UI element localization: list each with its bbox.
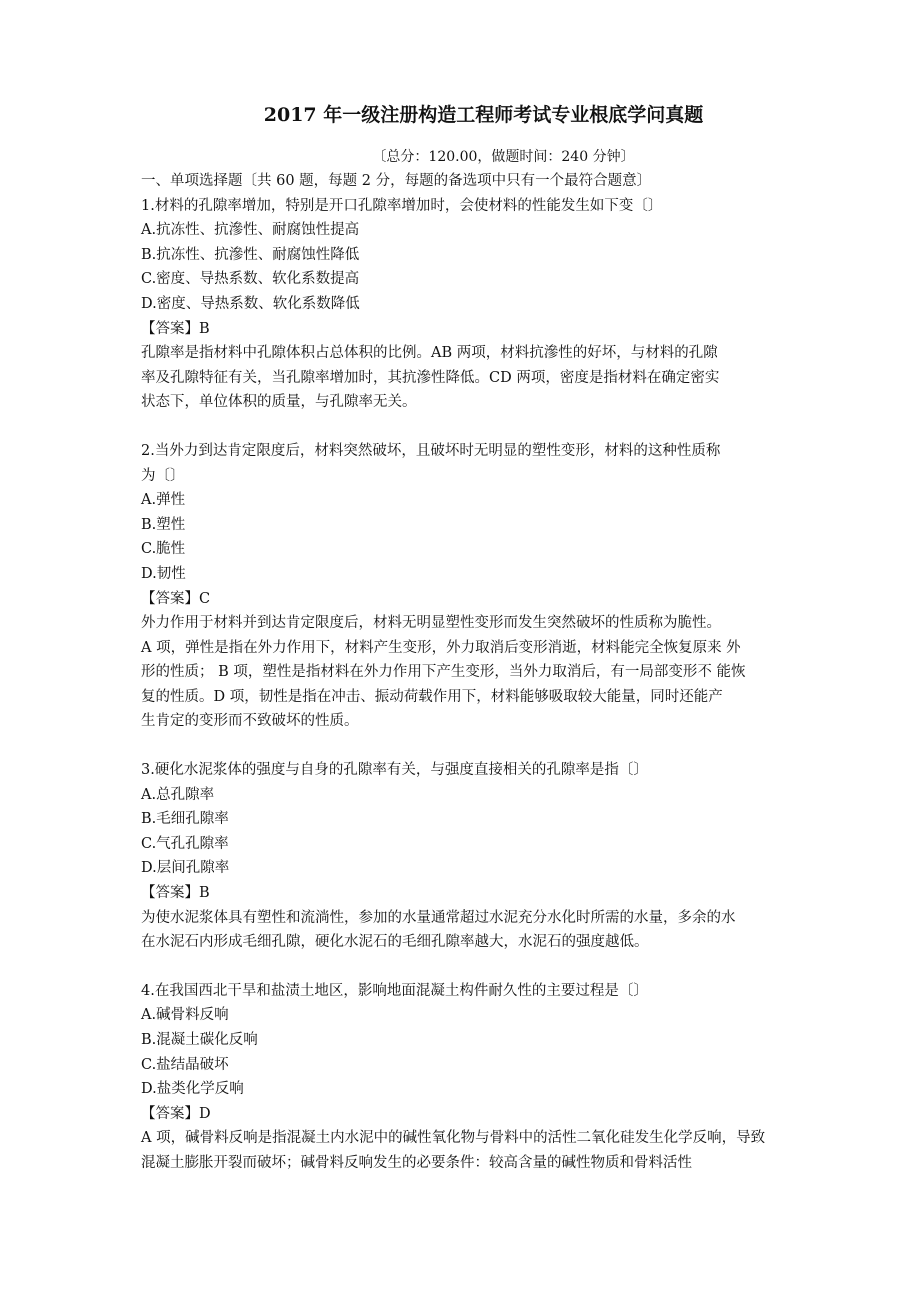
option-a: A.抗冻性、抗滲性、耐腐蚀性提高 [141, 222, 360, 239]
question-1 [141, 194, 806, 415]
option-a: A.总孔隙率 [141, 786, 215, 803]
option-a: A.弹性 [141, 492, 186, 509]
explanation-line: A 项，碱骨料反响是指混凝土内水泥中的碱性氧化物与骨料中的活性二氧化硅发生化学反响，导致 [141, 1130, 766, 1147]
question-stem: 3.硬化水泥浆体的强度与自身的孔隙率有关，与强度直接相关的孔隙率是指〔〕 [141, 762, 648, 779]
option-d: D.韧性 [141, 565, 186, 582]
option-d: D.密度、导热系数、软化系数降低 [141, 295, 360, 312]
explanation [141, 1126, 806, 1175]
option-b: B.塑性 [141, 516, 186, 533]
option-b: B.毛细孔隙率 [141, 811, 229, 828]
explanation-line: 率及孔隙特征有关，当孔隙率增加时，其抗滲性降低。CD 两项，密度是指材料在确定密实 [141, 369, 720, 386]
option-b: B.混凝土碳化反响 [141, 1032, 258, 1048]
question-stem: 4.在我国西北干旱和盐渍土地区，影响地面混凝土构件耐久性的主要过程是〔〕 [141, 982, 648, 999]
answer: 【答案】C [141, 590, 211, 607]
section-heading: 一、单项选择题〔共 60 题，每题 2 分，每题的备选项中只有一个最符合题意〕 [141, 173, 652, 189]
question-3 [141, 758, 806, 955]
explanation-line: 生肯定的变形而不致破坏的性质。 [141, 713, 359, 730]
explanation-line: 外力作用于材料并到达肯定限度后，材料无明显塑性变形而发生突然破坏的性质称为脆性。 [141, 615, 721, 632]
option-a: A.碱骨料反响 [141, 1007, 229, 1024]
option-b: B.抗冻性、抗滲性、耐腐蚀性降低 [141, 246, 360, 263]
explanation-line: A 项，弹性是指在外力作用下，材料产生变形，外力取消后变形消逝，材料能完全恢复原来 外 [141, 639, 741, 656]
explanation-line: 混凝土膨胀开裂而破坏；碱骨料反响发生的必要条件：较高含量的碱性物质和骨料活性 [141, 1154, 692, 1171]
explanation-line: 为使水泥浆体具有塑性和流淌性，参加的水量通常超过水泥充分水化时所需的水量，多余的水 [141, 909, 736, 926]
option-c: C.气孔孔隙率 [141, 835, 229, 852]
option-c: C.脆性 [141, 541, 186, 558]
answer: 【答案】D [141, 1105, 211, 1122]
question-2 [141, 439, 806, 734]
document-page [141, 100, 806, 1176]
question-stem: 2.当外力到达肯定限度后，材料突然破坏，且破坏时无明显的塑性变形，材料的这种性质称 [141, 442, 721, 459]
explanation [141, 611, 806, 734]
explanation [141, 906, 806, 955]
option-d: D.层间孔隙率 [141, 860, 230, 877]
answer: 【答案】B [141, 320, 210, 337]
answer: 【答案】B [141, 885, 210, 902]
exam-info: 〔总分：120.00，做题时间：240 分钟〕 [372, 149, 635, 165]
option-c: C.密度、导热系数、软化系数提高 [141, 271, 360, 288]
explanation-line: 在水泥石内形成毛细孔隙，硬化水泥石的毛细孔隙率越大，水泥石的强度越低。 [141, 934, 649, 951]
explanation-line: 形的性质； B 项，塑性是指材料在外力作用下产生变形，当外力取消后，有一局部变形不 能恢 [141, 664, 746, 681]
explanation [141, 341, 806, 415]
question-stem-cont: 为〔〕 [141, 467, 185, 484]
question-stem: 1.材料的孔隙率增加，特别是开口孔隙率增加时，会使材料的性能发生如下变〔〕 [141, 197, 663, 214]
option-d: D.盐类化学反响 [141, 1081, 244, 1098]
explanation-line: 状态下，单位体积的质量，与孔隙率无关。 [141, 394, 417, 411]
explanation-line: 复的性质。D 项，韧性是指在冲击、振动荷载作用下，材料能够吸取较大能量，同时还能产 [141, 688, 723, 705]
page-title: 2017 年一级注册构造工程师考试专业根底学问真题 [263, 104, 704, 126]
explanation-line: 孔隙率是指材料中孔隙体积占总体积的比例。AB 两项，材料抗滲性的好坏，与材料的孔隙 [141, 345, 718, 362]
option-c: C.盐结晶破坏 [141, 1056, 229, 1073]
question-4 [141, 979, 806, 1176]
